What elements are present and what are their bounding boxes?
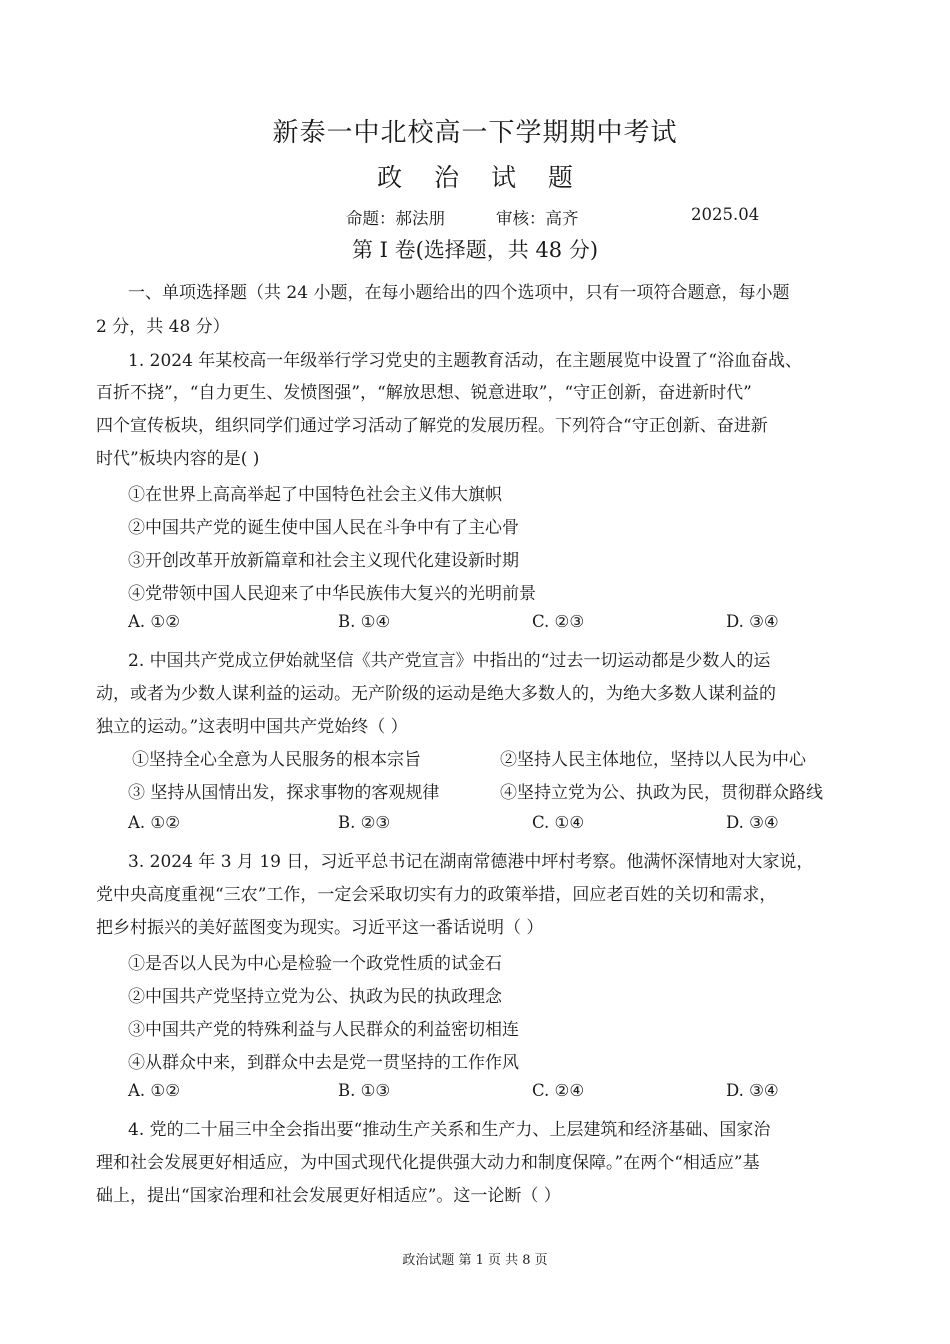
- answer-option: C. ①④: [532, 813, 585, 832]
- answer-option: A. ①②: [128, 612, 180, 631]
- subject-title: 政 治 试 题: [377, 163, 585, 192]
- instructions-line: 一、单项选择题（共 24 小题，在每小题给出的四个选项中，只有一项符合题意，每小题: [128, 283, 790, 303]
- question-item: ①是否以人民为中心是检验一个政党性质的试金石: [128, 954, 502, 974]
- question-item: ②中国共产党坚持立党为公、执政为民的执政理念: [128, 987, 502, 1007]
- exam-title: 新泰一中北校高一下学期期中考试: [272, 118, 678, 148]
- answer-option: D. ③④: [726, 813, 779, 832]
- question-item: ①在世界上高高举起了中国特色社会主义伟大旗帜: [128, 485, 502, 505]
- question-stem: 把乡村振兴的美好蓝图变为现实。习近平这一番话说明（ ）: [96, 918, 544, 938]
- page-footer: 政治试题 第 1 页 共 8 页: [402, 1253, 548, 1268]
- answer-option: C. ②③: [532, 612, 585, 631]
- question-stem: 理和社会发展更好相适应，为中国式现代化提供强大动力和制度保障。”在两个“相适应”基: [96, 1153, 760, 1173]
- answer-option: B. ②③: [338, 813, 391, 832]
- question-stem: 动，或者为少数人谋利益的运动。无产阶级的运动是绝大多数人的，为绝大多数人谋利益的: [96, 684, 776, 704]
- exam-date: 2025.04: [691, 205, 760, 224]
- answer-option: C. ②④: [532, 1081, 585, 1100]
- question-stem: 础上，提出“国家治理和社会发展更好相适应”。这一论断（ ）: [96, 1186, 561, 1206]
- answer-option: A. ①②: [128, 1081, 180, 1100]
- question-item: ②中国共产党的诞生使中国人民在斗争中有了主心骨: [128, 518, 519, 538]
- question-item: ①坚持全心全意为人民服务的根本宗旨: [132, 750, 421, 770]
- answer-option: B. ①④: [338, 612, 391, 631]
- reviewer: 审核：高齐: [496, 209, 579, 228]
- question-stem: 独立的运动。”这表明中国共产党始终（ ）: [96, 717, 408, 737]
- question-stem: 1. 2024 年某校高一年级举行学习党史的主题教育活动，在主题展览中设置了“浴血奋战、: [128, 351, 802, 371]
- question-item: ②坚持人民主体地位，坚持以人民为中心: [500, 750, 806, 770]
- author: 命题：郝法朋: [346, 209, 445, 228]
- question-item: ④坚持立党为公、执政为民，贯彻群众路线: [500, 783, 823, 803]
- instructions-line: 2 分，共 48 分）: [96, 317, 230, 337]
- question-stem: 四个宣传板块，组织同学们通过学习活动了解党的发展历程。下列符合“守正创新、奋进新: [96, 416, 768, 436]
- section-title: 第 I 卷(选择题，共 48 分): [351, 238, 599, 262]
- answer-option: D. ③④: [726, 1081, 779, 1100]
- question-item: ③开创改革开放新篇章和社会主义现代化建设新时期: [128, 551, 519, 571]
- question-item: ④党带领中国人民迎来了中华民族伟大复兴的光明前景: [128, 584, 536, 604]
- question-item: ③中国共产党的特殊利益与人民群众的利益密切相连: [128, 1020, 519, 1040]
- question-stem: 2. 中国共产党成立伊始就坚信《共产党宣言》中指出的“过去一切运动都是少数人的运: [128, 651, 771, 671]
- question-stem: 党中央高度重视“三农”工作，一定会采取切实有力的政策举措，回应老百姓的关切和需求，: [96, 885, 777, 905]
- answer-option: A. ①②: [128, 813, 180, 832]
- question-item: ③ 坚持从国情出发，探求事物的客观规律: [128, 783, 440, 803]
- question-stem: 百折不挠”，“自力更生、发愤图强”，“解放思想、锐意进取”，“守正创新，奋进新时代”: [96, 383, 752, 403]
- question-stem: 4. 党的二十届三中全会指出要“推动生产关系和生产力、上层建筑和经济基础、国家治: [128, 1120, 771, 1140]
- question-stem: 时代”板块内容的是( ): [96, 449, 260, 469]
- answer-option: D. ③④: [726, 612, 779, 631]
- question-item: ④从群众中来，到群众中去是党一贯坚持的工作作风: [128, 1053, 519, 1073]
- question-stem: 3. 2024 年 3 月 19 日，习近平总书记在湖南常德港中坪村考察。他满怀深情地对大家说，: [128, 852, 814, 872]
- answer-option: B. ①③: [338, 1081, 391, 1100]
